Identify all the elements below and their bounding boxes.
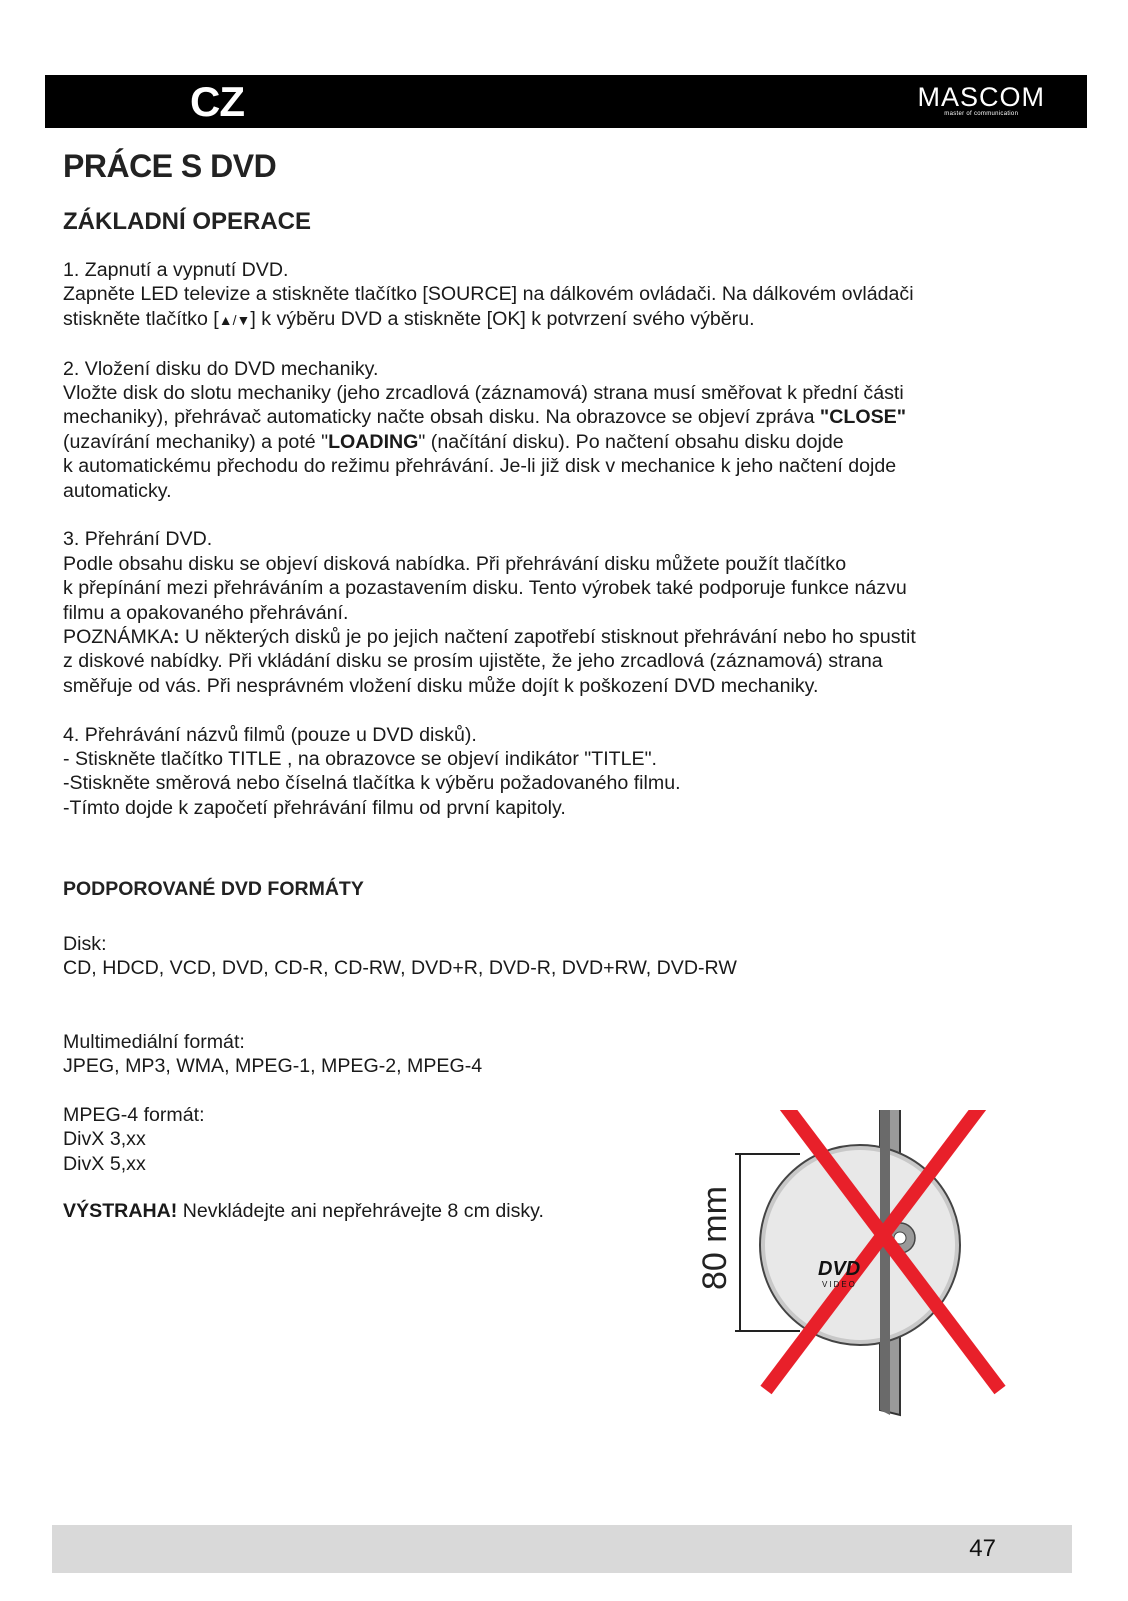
multimedia-formats <box>63 1030 482 1079</box>
item-2-line <box>63 430 1073 454</box>
footer-bar <box>52 1525 1072 1573</box>
warning-label: VÝSTRAHA! <box>63 1200 178 1222</box>
logo-text: MASCOM <box>917 82 1045 112</box>
text-run: U některých disků je po jejich načtení zapotřebí stisknout přehrávání nebo ho spustit <box>179 626 916 649</box>
item-1-heading: 1. Zapnutí a vypnutí DVD. <box>63 259 289 281</box>
item-2-heading: 2. Vložení disku do DVD mechaniky. <box>63 357 379 380</box>
basic-operations-text <box>63 258 1073 845</box>
note-colon: : <box>172 626 180 649</box>
item-4 <box>63 723 1073 821</box>
header-bar <box>45 75 1087 128</box>
item-4-heading: 4. Přehrávání názvů filmů (pouze u DVD disků). <box>63 723 477 746</box>
item-3-line: k přepínání mezi přehráváním a pozastavením disku. Tento výrobek také podporuje funkce názvu <box>63 577 907 600</box>
item-3 <box>63 527 1073 698</box>
item-2-line <box>63 405 1073 429</box>
item-2-line: automaticky. <box>63 479 172 502</box>
item-2-line: k automatickému přechodu do režimu přehrávání. Je-li již disk v mechanice k jeho načtení dojde <box>63 455 897 478</box>
mpeg4-formats <box>63 1103 205 1176</box>
note-line <box>63 625 1073 649</box>
warning <box>63 1199 544 1223</box>
multimedia-values: JPEG, MP3, WMA, MPEG-1, MPEG-2, MPEG-4 <box>63 1055 483 1078</box>
item-1 <box>63 258 1073 332</box>
text-run: (uzavírání mechaniky) a poté " <box>63 430 329 453</box>
item-2-line: Vložte disk do slotu mechaniky (jeho zrcadlová (záznamová) strana musí směřovat k přední části <box>63 382 904 405</box>
item-3-heading: 3. Přehrání DVD. <box>63 528 213 551</box>
close-message: "CLOSE" <box>819 406 906 429</box>
section-title: ZÁKLADNÍ OPERACE <box>63 208 312 235</box>
warning-text: Nevkládejte ani nepřehrávejte 8 cm disky. <box>177 1200 544 1222</box>
divx-version: DivX 3,xx <box>63 1128 146 1151</box>
note-line: směřuje od vás. Při nesprávném vložení disku může dojít k poškození DVD mechaniky. <box>63 674 819 697</box>
dvd-logo: DVD <box>818 1258 861 1280</box>
formats-title: PODPOROVANÉ DVD FORMÁTY <box>63 878 364 900</box>
note-label: POZNÁMKA <box>63 626 173 649</box>
divx-version: DivX 5,xx <box>63 1152 146 1175</box>
item-3-line: Podle obsahu disku se objeví disková nabídka. Při přehrávání disku můžete použít tlačítko <box>63 552 847 575</box>
item-1-line <box>63 307 1073 332</box>
mpeg4-label: MPEG-4 formát: <box>63 1104 205 1126</box>
language-code: CZ <box>190 78 244 125</box>
text-run: mechaniky), přehrávač automaticky načte obsah disku. Na obrazovce se objeví zpráva <box>63 406 820 429</box>
loading-message: LOADING <box>328 430 419 453</box>
item-1-line: Zapněte LED televize a stiskněte tlačítko [SOURCE] na dálkovém ovládači. Na dálkovém ovládači <box>63 283 914 306</box>
item-2 <box>63 357 1073 503</box>
item-3-line: filmu a opakovaného přehrávání. <box>63 601 349 624</box>
page-title: PRÁCE S DVD <box>63 148 277 184</box>
item-4-line: -Tímto dojde k započetí přehrávání filmu od první kapitoly. <box>63 796 566 819</box>
logo-tagline: master of communication <box>944 111 1019 117</box>
arrow-keys-icon: ▲/▼ <box>218 311 251 328</box>
brand-logo <box>918 83 1046 118</box>
disk-formats <box>63 932 737 981</box>
text-run: ] k výběru DVD a stiskněte [OK] k potvrzení svého výběru. <box>250 307 755 330</box>
size-label: 80 mm <box>696 1186 734 1290</box>
slot-edge-shape <box>880 1110 890 1415</box>
text-run: stiskněte tlačítko [ <box>63 307 219 330</box>
item-4-line: -Stiskněte směrová nebo číselná tlačítka k výběru požadovaného filmu. <box>63 772 681 795</box>
item-4-line: - Stiskněte tlačítko TITLE , na obrazovce se objeví indikátor "TITLE". <box>63 748 658 771</box>
text-run: " (načítání disku). Po načtení obsahu disku dojde <box>418 430 844 453</box>
page-number: 47 <box>969 1535 996 1562</box>
disk-label: Disk: <box>63 933 107 955</box>
multimedia-label: Multimediální formát: <box>63 1031 245 1053</box>
dvd-video-label: VIDEO <box>822 1280 857 1289</box>
note-line: z diskové nabídky. Při vkládání disku se prosím ujistěte, že jeho zrcadlová (záznamová) strana <box>63 650 883 673</box>
no-8cm-disc-illustration <box>700 1110 1080 1450</box>
disk-values: CD, HDCD, VCD, DVD, CD-R, CD-RW, DVD+R, DVD-R, DVD+RW, DVD-RW <box>63 957 737 980</box>
